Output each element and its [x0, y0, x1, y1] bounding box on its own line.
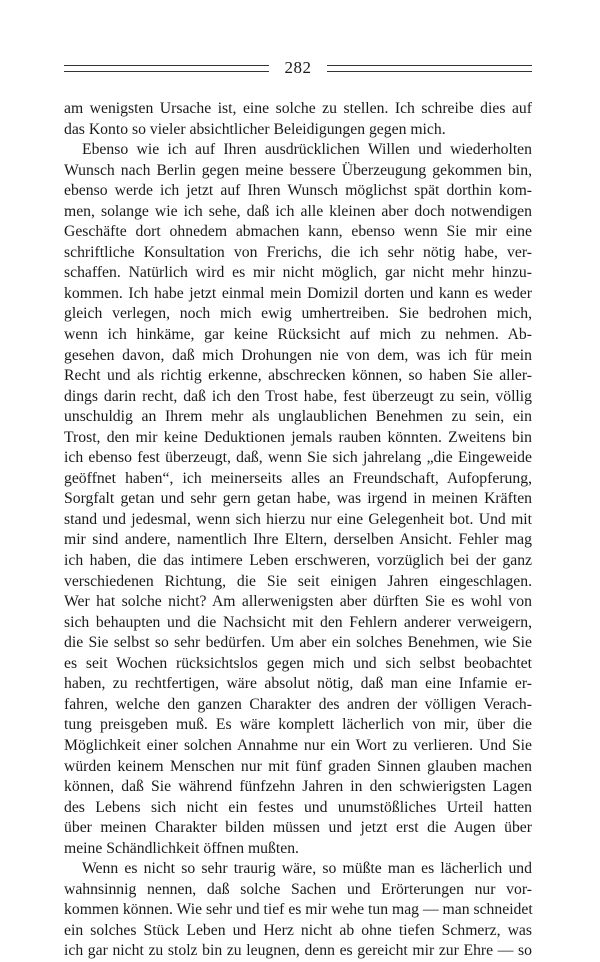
- body-text: [64, 99, 532, 962]
- text-line: ein solches Stück Leben und Herz nicht ab ohne tiefen Schmerz, was: [64, 921, 532, 939]
- text-line: Geschäfte dort ohnedem abmachen kann, ebenso wenn Sie mir eine: [64, 223, 532, 241]
- text-line: dings darin recht, daß ich den Trost habe, fest überzeugt zu sein, völlig: [64, 387, 532, 405]
- text-line: kommen. Ich habe jetzt einmal mein Domizil dorten und kann es weder: [64, 284, 532, 302]
- text-line: sich behaupten und die Nachsicht mit den Fehlern anderer verweigern,: [64, 613, 532, 631]
- text-line: kommen können. Wie sehr und tief es mir wehe tun mag — man schneidet: [64, 901, 533, 919]
- text-line: schriftliche Konsultation von Frerichs, die ich sehr nötig habe, ver-: [64, 243, 532, 261]
- text-line: schaffen. Natürlich wird es mir nicht möglich, gar nicht mehr hinzu-: [64, 264, 532, 282]
- text-line: haben, zu rechtfertigen, wäre absolut nötig, daß man eine Infamie er-: [64, 675, 532, 693]
- text-line: Trost, den mir keine Deduktionen jemals rauben könnten. Zweitens bin: [64, 428, 532, 446]
- text-line: ich ebenso fest überzeugt, daß, wenn Sie sich jahrelang „die Eingeweide: [64, 449, 532, 467]
- text-line: stand und jedesmal, wenn sich hierzu nur eine Gelegenheit bot. Und mit: [64, 510, 532, 528]
- text-line: wenn ich hinkäme, gar keine Rücksicht auf mich zu nehmen. Ab-: [64, 326, 532, 344]
- text-line: tung preisgeben muß. Es wäre komplett lächerlich von mir, über die: [64, 716, 532, 734]
- text-line: gleich verlegen, noch mich ewig umhertreiben. Sie bedrohen mich,: [64, 305, 532, 323]
- text-line: Ebenso wie ich auf Ihren ausdrücklichen Willen und wiederholten: [82, 141, 532, 159]
- text-line: über meinen Charakter bilden müssen und jetzt erst die Augen über: [64, 819, 532, 837]
- text-line: ebenso werde ich jetzt auf Ihren Wunsch möglichst spät dorthin kom-: [64, 182, 532, 200]
- text-line: das Konto so vieler absichtlicher Beleidigungen gegen mich.: [64, 120, 446, 138]
- text-line: geöffnet haben“, ich meinerseits alles an Freundschaft, Aufopferung,: [64, 469, 532, 487]
- page-number: 282: [284, 58, 312, 77]
- text-line: ich haben, die das intimere Leben erschweren, vorzüglich bei der ganz: [64, 552, 532, 570]
- text-line: men, solange wie ich sehe, daß ich alle kleinen aber doch notwendigen: [64, 202, 532, 220]
- text-line: Möglichkeit einer solchen Annahme nur ein Wort zu verlieren. Und Sie: [64, 736, 532, 754]
- text-line: können, daß Sie während fünfzehn Jahren in den schwierigsten Lagen: [64, 778, 532, 796]
- text-line: es seit Wochen rücksichtslos gegen mich und sich selbst beobachtet: [64, 654, 532, 672]
- text-line: des Lebens sich nicht ein festes und unumstößliches Urteil hatten: [64, 798, 532, 816]
- text-line: am wenigsten Ursache ist, eine solche zu stellen. Ich schreibe dies auf: [64, 100, 532, 117]
- text-line: unschuldig an Ihrem mehr als unglaublichen Benehmen zu sein, ein: [64, 408, 532, 426]
- text-line: Recht und als richtig erkenne, abschrecken können, so haben Sie aller-: [64, 367, 532, 385]
- text-line: wahnsinnig nennen, daß solche Sachen und Erörterungen nur vor-: [64, 880, 532, 898]
- page-header: [64, 56, 532, 80]
- text-line: fahren, welche den ganzen Charakter des andren der völligen Verach-: [64, 695, 532, 713]
- text-line: Wunsch nach Berlin gegen meine bessere Überzeugung gekommen bin,: [64, 161, 532, 179]
- text-line: ich gar nicht zu stolz bin zu leugnen, denn es gereicht mir zur Ehre — so: [64, 942, 532, 960]
- text-line: meine Schändlichkeit öffnen mußten.: [64, 839, 299, 857]
- text-line: Sorgfalt getan und sehr gern getan habe, was irgend in meinen Kräften: [64, 490, 532, 508]
- text-line: mir sind andere, namentlich Ihre Eltern, derselben Ansicht. Fehler mag: [64, 531, 532, 549]
- text-line: verschiedenen Richtung, die Sie seit einigen Jahren eingeschlagen.: [64, 572, 532, 590]
- text-line: würden keinem Menschen nur mit fünf graden Sinnen glauben machen: [64, 757, 532, 775]
- text-line: gesehen davon, daß mich Drohungen nie von dem, was ich für mein: [64, 346, 532, 364]
- text-line: Wenn es nicht so sehr traurig wäre, so müßte man es lächerlich und: [82, 860, 532, 878]
- text-line: die Sie selbst so sehr bedürfen. Um aber ein solches Benehmen, wie Sie: [64, 634, 532, 652]
- header-rule-right: [327, 65, 532, 72]
- text-line: Wer hat solche nicht? Am allerwenigsten aber dürften Sie es wohl von: [64, 593, 532, 611]
